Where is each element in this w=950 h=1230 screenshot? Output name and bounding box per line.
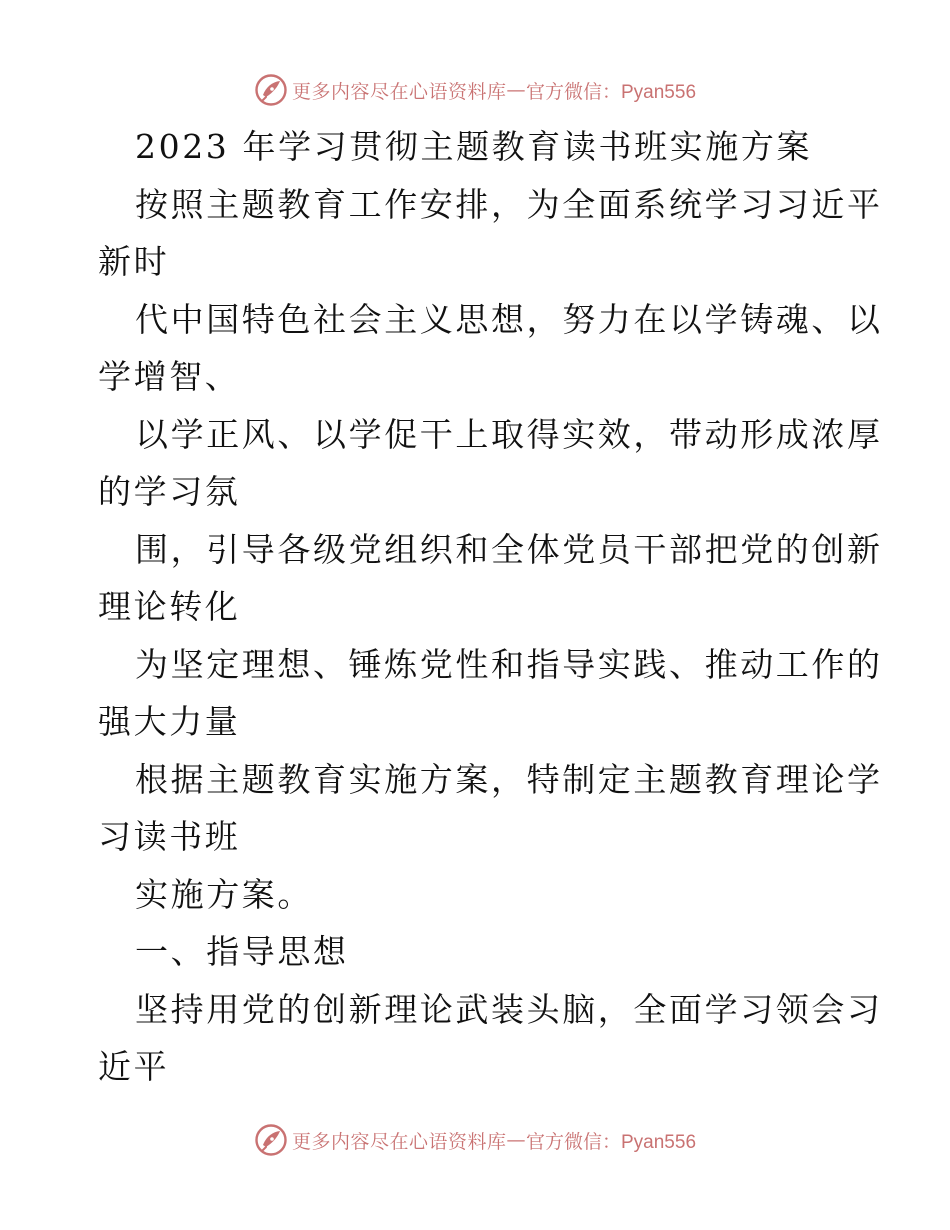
document-line: 为坚定理想、锤炼党性和指导实践、推动工作的 (135, 644, 883, 684)
document-line: 根据主题教育实施方案，特制定主题教育理论学 (135, 759, 883, 799)
banner-site-text: 更多内容尽在心语资料库 (291, 80, 507, 103)
banner-dash: — (506, 1129, 526, 1151)
document-line: 坚持用党的创新理论武装头脑，全面学习领会习 (135, 989, 883, 1029)
banner-dash: — (506, 79, 526, 101)
document-title: 2023 年学习贯彻主题教育读书班实施方案 (135, 127, 813, 166)
pen-nib-circle-icon (254, 1123, 288, 1157)
document-body (98, 118, 883, 1096)
document-line: 实施方案。 (135, 874, 313, 914)
document-line: 以学正风、以学促干上取得实效，带动形成浓厚 (135, 414, 883, 454)
banner-wechat-text: 官方微信：Pyan556 (526, 1131, 697, 1153)
document-line: 一、指导思想 (135, 932, 349, 971)
banner-site-text: 更多内容尽在心语资料库 (291, 1130, 507, 1153)
pen-nib-circle-icon (254, 73, 288, 107)
document-line: 代中国特色社会主义思想，努力在以学铸魂、以 (135, 299, 883, 339)
document-line: 学增智、 (98, 357, 241, 396)
document-line: 的学习氛 (98, 472, 241, 511)
document-line: 近平 (98, 1047, 170, 1086)
document-line: 强大力量 (98, 702, 241, 741)
footer-banner (0, 1120, 950, 1160)
document-line: 理论转化 (98, 587, 241, 626)
document-line: 按照主题教育工作安排，为全面系统学习习近平 (135, 184, 883, 224)
document-line: 习读书班 (98, 817, 241, 856)
header-banner (0, 70, 950, 110)
document-line: 新时 (98, 242, 170, 281)
document-line: 围，引导各级党组织和全体党员干部把党的创新 (135, 529, 883, 569)
banner-wechat-text: 官方微信：Pyan556 (526, 81, 697, 103)
